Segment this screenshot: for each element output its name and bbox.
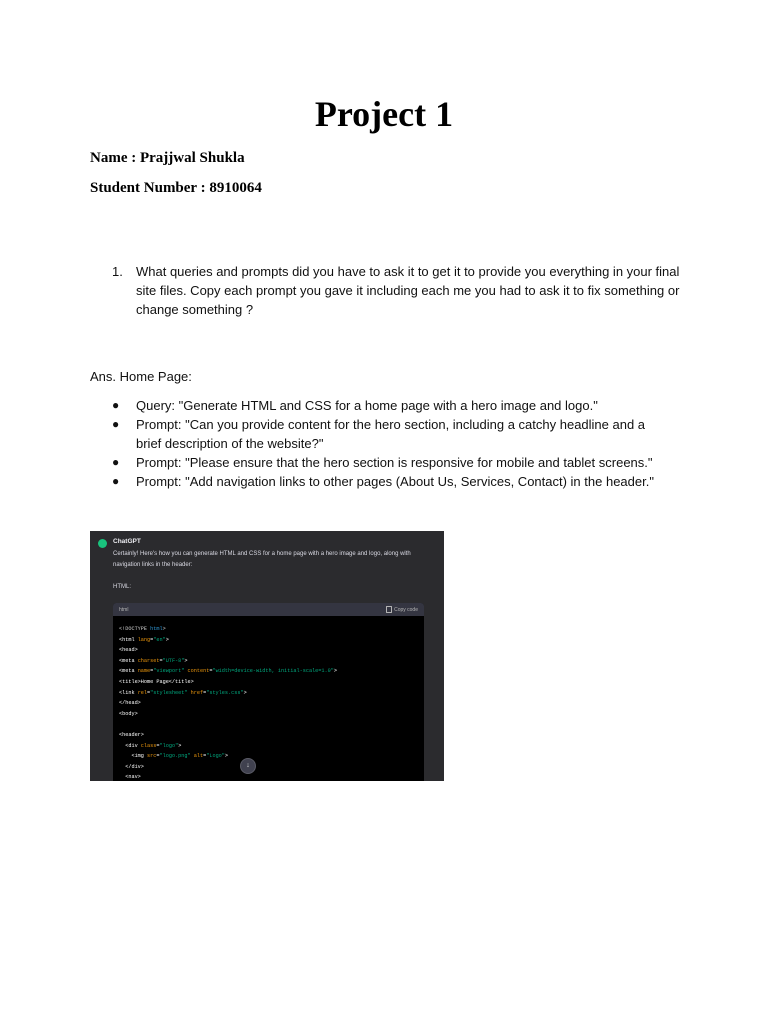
bullet-icon: ● [112,417,120,431]
question-text: What queries and prompts did you have to ask it to get it to provide you everything in your final site files. Copy each prompt you gave it including each me you had to ask it to fix something or change something ? [136,264,680,317]
bullet-icon: ● [112,474,120,488]
code-line: <meta charset="UTF-8"> [119,657,188,664]
question-number: 1. [112,264,123,279]
copy-code-button[interactable] [386,606,418,613]
message-sender: ChatGPT [113,538,141,545]
prompt-list [112,396,672,491]
chatgpt-screenshot [90,531,444,781]
code-language: html [119,606,129,613]
code-line: <!DOCTYPE html> [119,626,166,632]
list-item: ● Prompt: "Please ensure that the hero section is responsive for mobile and tablet screens." [112,455,653,470]
question-item [112,262,682,319]
code-language-heading: HTML: [113,584,131,590]
list-item: ● Query: "Generate HTML and CSS for a home page with a hero image and logo." [112,398,598,413]
bullet-icon: ● [112,398,120,412]
code-line: <nav> [119,774,141,781]
code-line: <div class="logo"> [119,742,182,749]
copy-label: Copy code [394,606,418,613]
code-line: <img src="logo.png" alt="Logo"> [119,753,229,760]
chatgpt-avatar-icon [98,539,107,548]
list-item: ● Prompt: "Add navigation links to other pages (About Us, Services, Contact) in the header." [112,474,654,489]
code-line: <html lang="en"> [119,636,169,643]
arrow-down-icon: ↓ [246,762,250,769]
message-intro: Certainly! Here's how you can generate HTML and CSS for a home page with a hero image and logo, along with navigation links in the header: [113,551,411,568]
student-name: Name : Prajjwal Shukla [90,150,245,166]
list-item: ● Prompt: "Can you provide content for the hero section, including a catchy headline and a brief description of the website?" [112,417,646,451]
bullet-icon: ● [112,455,120,469]
code-line: </div> [119,763,144,770]
code-line: <head> [119,647,138,654]
code-header [113,603,424,616]
student-number: Student Number : 8910064 [90,180,262,196]
page-title: Project 1 [314,94,454,134]
code-line [119,719,418,730]
code-line: <header> [119,731,144,738]
code-line: <body> [119,710,138,717]
copy-icon [386,606,392,613]
scroll-down-button[interactable] [240,758,256,774]
code-line: </head> [119,700,141,707]
answer-heading: Ans. Home Page: [90,369,192,384]
code-content [113,616,424,781]
code-line: <meta name="viewport" content="width=device-width, initial-scale=1.0"> [119,668,337,675]
code-line: <title>Home Page</title> [119,678,194,685]
code-line: <link rel="stylesheet" href="styles.css"> [119,689,247,696]
code-block [113,603,424,781]
